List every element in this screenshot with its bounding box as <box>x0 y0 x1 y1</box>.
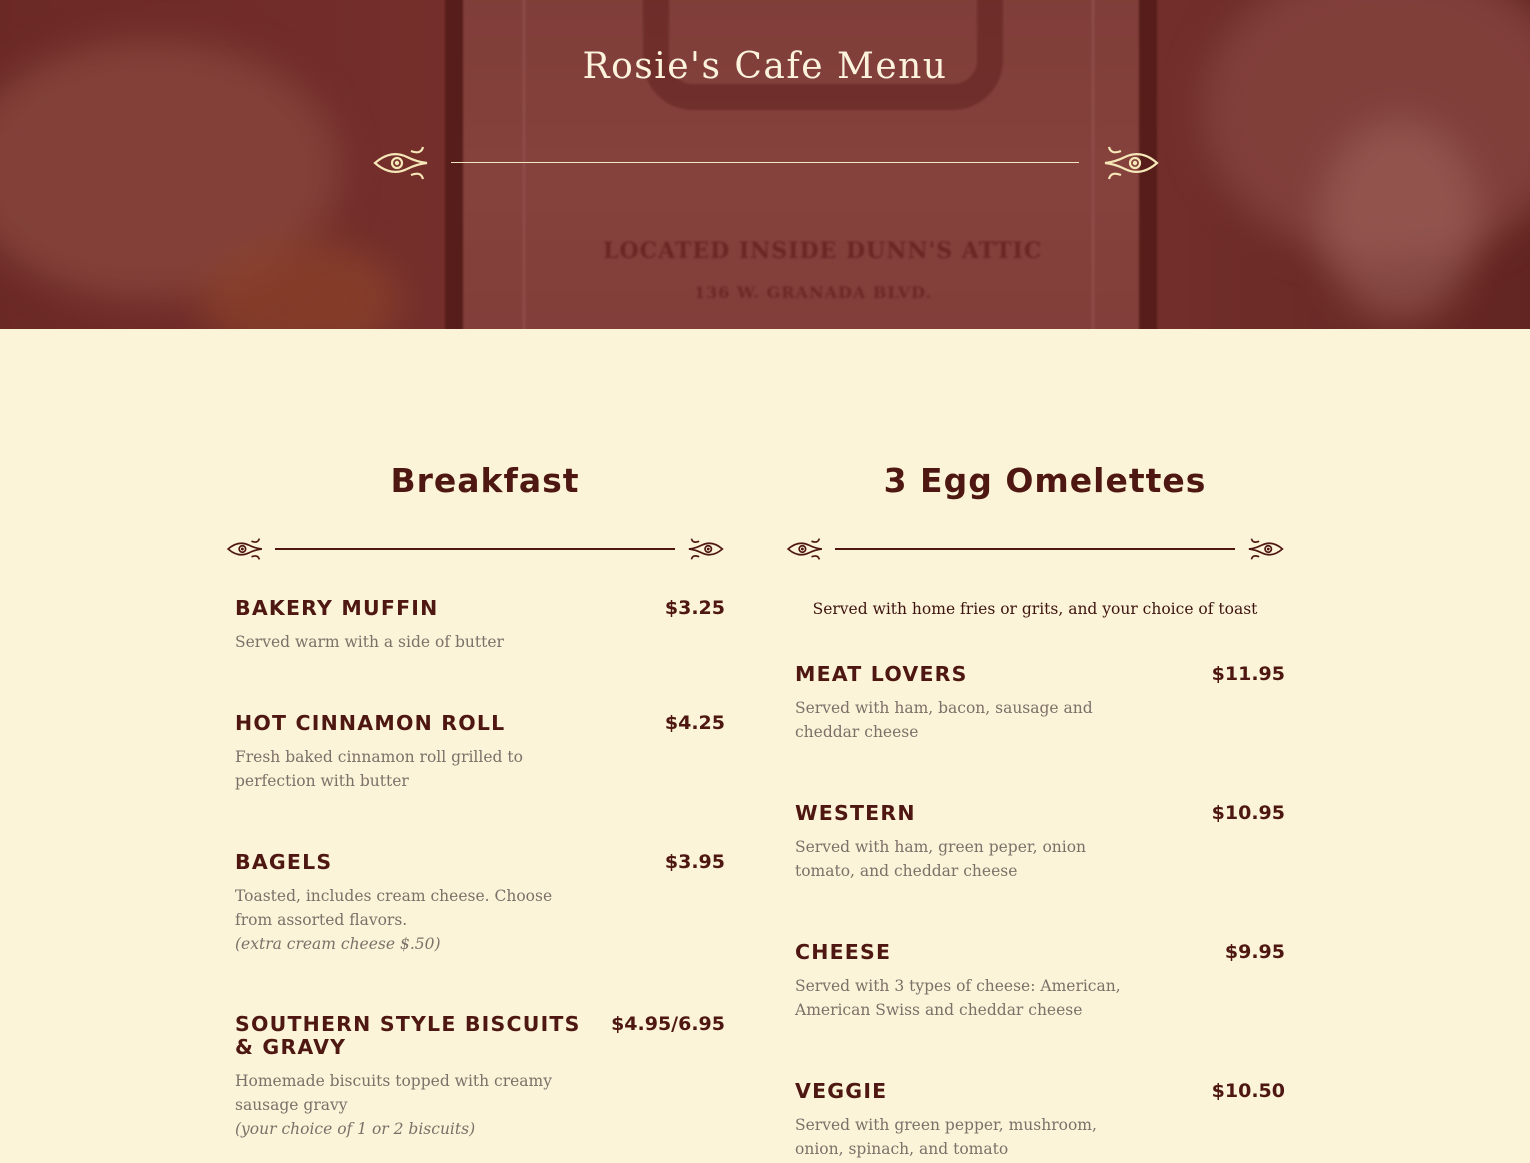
menu-item-price: $4.95/6.95 <box>611 1013 725 1035</box>
section-title-omelettes: 3 Egg Omelettes <box>883 461 1207 500</box>
menu-item <box>225 1013 725 1141</box>
menu-item-name: MEAT LOVERS <box>795 662 968 686</box>
board-location-text: LOCATED INSIDE DUNN'S ATTIC <box>603 238 1043 264</box>
hero-banner <box>0 0 1530 329</box>
menu-item-note: (extra cream cheese $.50) <box>235 935 441 953</box>
menu-item-name: VEGGIE <box>795 1079 888 1103</box>
menu-item-description: Served warm with a side of butter <box>235 633 504 651</box>
page-title: Rosie's Cafe Menu <box>582 46 948 87</box>
menu-item <box>785 802 1285 883</box>
hero-divider-line <box>451 162 1079 163</box>
breakfast-section <box>225 455 745 1141</box>
flourish-ornament-icon <box>1245 536 1285 566</box>
menu-item-name: BAGELS <box>235 850 333 874</box>
menu-item-name: HOT CINNAMON ROLL <box>235 711 506 735</box>
menu-item-price: $10.50 <box>1211 1080 1285 1102</box>
menu-item-description: Fresh baked cinnamon roll grilled to perfection with butter <box>235 748 523 790</box>
omelettes-section <box>785 455 1305 1161</box>
section-divider <box>225 534 725 564</box>
flourish-ornament-icon <box>371 143 431 187</box>
section-divider <box>785 534 1285 564</box>
menu-item-description: Toasted, includes cream cheese. Choose from assorted flavors. <box>235 887 553 929</box>
menu-item <box>225 597 725 654</box>
section-subtitle: Served with home fries or grits, and your choice of toast <box>812 600 1258 618</box>
menu-item-price: $9.95 <box>1224 941 1285 963</box>
menu-item-price: $10.95 <box>1211 802 1285 824</box>
menu-item-name: CHEESE <box>795 940 892 964</box>
menu-item <box>225 851 725 956</box>
menu-item-description: Served with 3 types of cheese: American, American Swiss and cheddar cheese <box>795 977 1121 1019</box>
menu-item-description: Homemade biscuits topped with creamy sausage gravy <box>235 1072 552 1114</box>
menu-item-name: BAKERY MUFFIN <box>235 596 439 620</box>
menu-item-name: SOUTHERN STYLE BISCUITS & GRAVY <box>235 1012 581 1059</box>
section-title-breakfast: Breakfast <box>390 461 580 500</box>
menu-item-description: Served with green pepper, mushroom, onion, spinach, and tomato <box>795 1116 1097 1158</box>
menu-item <box>785 663 1285 744</box>
board-address-text: 136 W. GRANADA BLVD. <box>693 283 933 302</box>
section-divider-line <box>275 548 675 550</box>
hero-divider <box>371 143 1161 183</box>
menu-item-price: $3.95 <box>664 851 725 873</box>
flourish-ornament-icon <box>785 536 825 566</box>
flourish-ornament-icon <box>1099 143 1161 187</box>
menu-item <box>785 1080 1285 1161</box>
menu-item-price: $3.25 <box>664 597 725 619</box>
section-divider-line <box>835 548 1235 550</box>
menu-item-name: WESTERN <box>795 801 916 825</box>
menu-item-price: $4.25 <box>664 712 725 734</box>
menu-item-description: Served with ham, green peper, onion tomato, and cheddar cheese <box>795 838 1087 880</box>
menu-item-note: (your choice of 1 or 2 biscuits) <box>235 1120 476 1138</box>
menu-item <box>785 941 1285 1022</box>
menu-item <box>225 712 725 793</box>
menu-item-price: $11.95 <box>1211 663 1285 685</box>
menu-item-description: Served with ham, bacon, sausage and cheddar cheese <box>795 699 1093 741</box>
flourish-ornament-icon <box>685 536 725 566</box>
flourish-ornament-icon <box>225 536 265 566</box>
